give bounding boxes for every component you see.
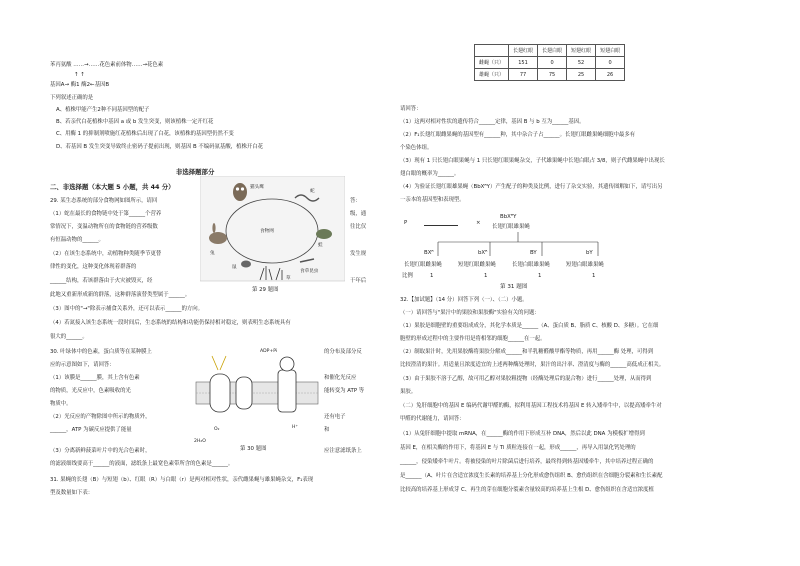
q29-line: （4）若氮接入该生态系统一段时间后，生态系统的结构和功能仍保持相对稳定，则表明生态系统具有 [50,320,291,326]
cross-x-mark: × [476,220,481,226]
table-cell: 52 [567,57,596,69]
table-cell: 雄蝇（只） [475,69,509,81]
q30-line: （1）该膜是______膜，其上含有色素 [50,375,140,381]
q31-text: （1）这两对相对性状的遗传符合______定律，基因 B 与 b 互为______基因。 [400,119,585,125]
gamete: bXᴿ [478,250,488,256]
option-c: C、用酶 1 的抑制剂喷施红花植株后出现了白花，该植株的基因型仍然不变 [56,131,234,137]
q32-line: 胞壁的形成过程中的主要作用是将相邻的细胞______在一起。 [400,336,546,342]
f1-phenotype-table [474,44,625,81]
q30-right-fragment: 和 [324,427,330,433]
cross-p-label: P [404,220,408,226]
table-header-row [475,45,625,57]
figure-31-caption: 第 31 题图 [500,284,528,290]
q29-right-fragment: 答： [350,198,361,204]
q30-line: ______，ATP 为碳反应提供了能量 [50,427,132,433]
label-locust: 食草昆虫 [300,269,319,274]
table-cell: 75 [538,69,567,81]
q30-line: 的滤液细线要高于______的液面，滤纸条上最宽色素带所含的色素是______。 [50,461,234,467]
table-cell: 25 [567,69,596,81]
q30-line: 物质中。 [50,401,72,407]
q29-line: 律性的变化，这种变化体现着群落的 [50,264,137,270]
part-title: 非选择题部分 [176,168,215,176]
gamete: BXᴿ [424,250,434,256]
q30-right-fragment: 能转变为 ATP 等 [324,388,365,394]
pathway-line-1: 苯丙氨酸 ……→……花色素前体物……→花色素 [50,62,164,68]
label-h2o: 2H₂O [194,439,206,444]
option-d: D、若基因 B 发生突变导致终止密码子提前出现，则基因 B 不编码氨基酸，植株开白花 [56,144,264,150]
unknown-parent-blank [424,220,458,226]
q30-line: 应的示意图如下，请回答： [50,362,115,368]
table-cell: 26 [596,69,625,81]
question-intro: 下列叙述正确的是 [50,95,94,101]
q29-right-fragment: 干年后 [350,278,367,284]
q29-right-fragment: 级，通 [350,211,367,217]
q32-line: 32.【加试题】（14 分）回答下列（一）、（二）小题。 [400,297,528,303]
option-a: A、植株甲能产生2种不同基因型的配子 [56,107,150,113]
label-o2: O₂ [214,427,220,432]
table-header-cell: 短翅红眼 [567,45,596,57]
q32-line: （3）由于果胶不溶于乙醇，故可用乙醇对果胶粗提物（经酶处理后的混合物）进行______处理，从而得到 [400,376,652,382]
figure-30-caption: 第 30 题图 [240,446,267,452]
q29-right-fragment: 发生规 [350,251,367,257]
q29-line: 很大的______。 [50,334,88,340]
table-cell: 151 [509,57,538,69]
label-rabbit: 兔 [210,251,215,256]
table-header-cell: 长翅白眼 [538,45,567,57]
q32-line: 是______（A、叶片在含适宜浓度生长素的培养基上分化形成愈伤组织 B、愈伤组织在含细胞分裂素和生长素配 [400,473,663,479]
q30-line: 30. 叶绿体中的色素，蛋白质等在某种膜上 [50,349,152,355]
table-cell: 雌蝇（只） [475,57,509,69]
q32-line: 果胶。 [400,389,417,395]
q31-text: （3）现有 1 只长翅白眼果蝇与 1 只长翅红眼果蝇杂交，子代雄果蝇中长翅白眼占 3/8，则子代雌果蝇中出现长 [400,158,665,164]
q30-right-fragment: 的分布及部分反 [324,349,362,355]
label-snake: 蛇 [310,189,315,194]
q31-line: 型及数量如下表： [50,490,94,496]
table-cell: 0 [538,57,567,69]
offspring-phenotype: 长翅白眼雄果蝇 [512,262,550,268]
ratio-value: 1 [592,273,596,279]
thylakoid-membrane-figure [192,344,322,456]
light-arrows-icon [212,356,226,370]
table-cell: 77 [509,69,538,81]
q32-line: （二）兔肝细胞中的基因 E 编码代谢甲醛的酶，拟利用基因工程技术将基因 E 转入矮牵牛中，以提高矮牵牛对 [400,403,662,409]
pathway-line-3: 基因A→ 酶1 酶2←基因B [50,82,110,88]
q32-line: ______，侵染矮牵牛叶片。将被侵染的叶片除菌后进行培养，最终得到转基因矮牵牛，其中培养过程正确的 [400,459,654,465]
ratio-value: 1 [484,273,488,279]
ratio-label: 比例 [402,273,413,279]
known-parent-genotype: BbXᴿY [500,214,517,220]
section-2-title: 二、非选择题（本大题 5 小题，共 44 分） [50,183,175,191]
q32-line: 比较高的培养基上形成芽 C、再生的芽在细胞分裂素含量较高的培养基上生根 D、愈伤组织在含适宜浓度植 [400,487,654,493]
q30-right-fragment: 和催化光反应 [324,375,357,381]
q29-right-fragment: 往比仅 [350,224,367,230]
label-adp: ADP+Pi [260,349,278,354]
q31-text: 个染色体组。 [400,145,433,151]
offspring-phenotype: 短翅红眼雌果蝇 [458,262,496,268]
pathway-line-2: ↑ ↑ [74,72,85,78]
q32-line: （1）果胶是细胞壁的重要组成成分，其化学本质是______（A、蛋白质 B、脂质 C、核酸 D、多糖）。它在细 [400,323,659,329]
ratio-value: 1 [538,273,542,279]
q31-text: 翅白眼的概率为______。 [400,171,460,177]
option-b: B、若亲代白花植株中基因 a 或 b 发生突变，则该植株一定开红花 [56,119,214,125]
q29-line: 此地又重新形成新的群落，这种群落演替类型属于______。 [50,292,191,298]
q32-line: 基因 E，在相关酶的作用下，将基因 E 与 Ti 质粒连接在一起，形成______，再导入用氯化钙处理的 [400,445,636,451]
q32-line: 甲醛的代谢能力，请回答： [400,416,465,422]
table-header-cell: 短翅白眼 [596,45,625,57]
q29-line: （1）蛇在最长的食物链中处于第______个营养 [50,211,162,217]
q32-line: 比较澄清的果汁。用适量且浓度适宜的上述两种酶处理时，果汁的出汁率、澄清度与酶的______高低成正相关。 [400,362,665,368]
table-row [475,69,625,81]
offspring-phenotype: 短翅白眼雄果蝇 [566,262,604,268]
table-cell: 0 [596,57,625,69]
q29-line: 常情况下，变温动物所在的食物链的营养级数 [50,224,158,230]
q29-line: ______结构，若该群落由于火灾被毁灭，经 [50,278,153,284]
photosystem-complex [210,374,230,412]
offspring-phenotype: 长翅红眼雌果蝇 [404,262,442,268]
food-web-figure [200,176,345,294]
q30-line: 的物质，光反应中，色素吸收的光 [50,388,131,394]
label-grass: 草 [286,276,291,281]
label-mouse: 鼠 [232,265,237,270]
frog-icon [316,229,332,239]
q29-line: （3）图中的"→"除表示捕食关系外，还可以表示______的方向。 [50,306,204,312]
q30-line: （2）光反应的产物除图中所示的物质外， [50,414,151,420]
table-row [475,57,625,69]
table-header-cell [475,45,509,57]
known-parent-phenotype: 长翅红眼雄果蝇 [492,224,530,230]
gamete: bY [586,250,593,256]
table-header-cell: 长翅红眼 [509,45,538,57]
q31-text: 一亲本的基因型和表现型。 [400,197,465,203]
q32-line: （1）从兔肝细胞中提取 mRNA，在______酶的作用下形成互补 DNA，然后以此 DNA 为模板扩增得到 [400,431,645,437]
q31-line: 31. 果蝇的长翅（B）与短翅（b）、红眼（R）与白眼（r）是两对相对性状，亲代雌果蝇与雄果蝇杂交，F₁表现 [50,477,314,483]
label-h-ion: H⁺ [292,425,298,430]
q32-line: （一）请回答与"果汁中的果胶和果胶酶"实验有关的问题： [400,310,540,316]
q29-line: 有恒温动物的______。 [50,237,104,243]
ratio-value: 1 [430,273,434,279]
label-owl: 猫头鹰 [250,185,264,190]
q29-line: （2）在该生态系统中，动植物种类随季节更替 [50,251,162,257]
q32-line: （2）制取果汁时，先用果胶酶将果胶分解成______和半乳糖醛酸甲酯等物质，再用______酶 处理，可得到 [400,349,654,355]
mouse-icon [241,261,251,268]
atp-synthase [278,370,296,412]
figure-29-caption: 第 29 题图 [252,287,279,293]
protein-complex [236,377,252,409]
label-frog: 蛙 [318,243,323,248]
q30-line: （3）分离新鲜菠菜叶片中的光合色素时， [50,448,151,454]
q29-line: 29. 某生态系统的部分食物网如图所示，请回 [50,198,158,204]
q31-text: （2）F₁长翅红眼雌果蝇的基因型有______种，其中杂合子占______。长翅红眼雌果蝇细胞中最多有 [400,132,636,138]
gamete: BY [530,250,537,256]
label-web: 食物网 [260,229,274,234]
owl-icon [233,183,247,201]
q31-text: 请回答： [400,106,422,112]
q30-right-fragment: 应注意滤纸条上 [324,448,362,454]
q31-text: （4）为验证长翅红眼雄果蝇（BbXᴿY）产生配子的种类及比例，进行了杂交实验，其遗传图解如下，请写出另 [400,184,663,190]
q30-right-fragment: 还有电子 [324,414,346,420]
